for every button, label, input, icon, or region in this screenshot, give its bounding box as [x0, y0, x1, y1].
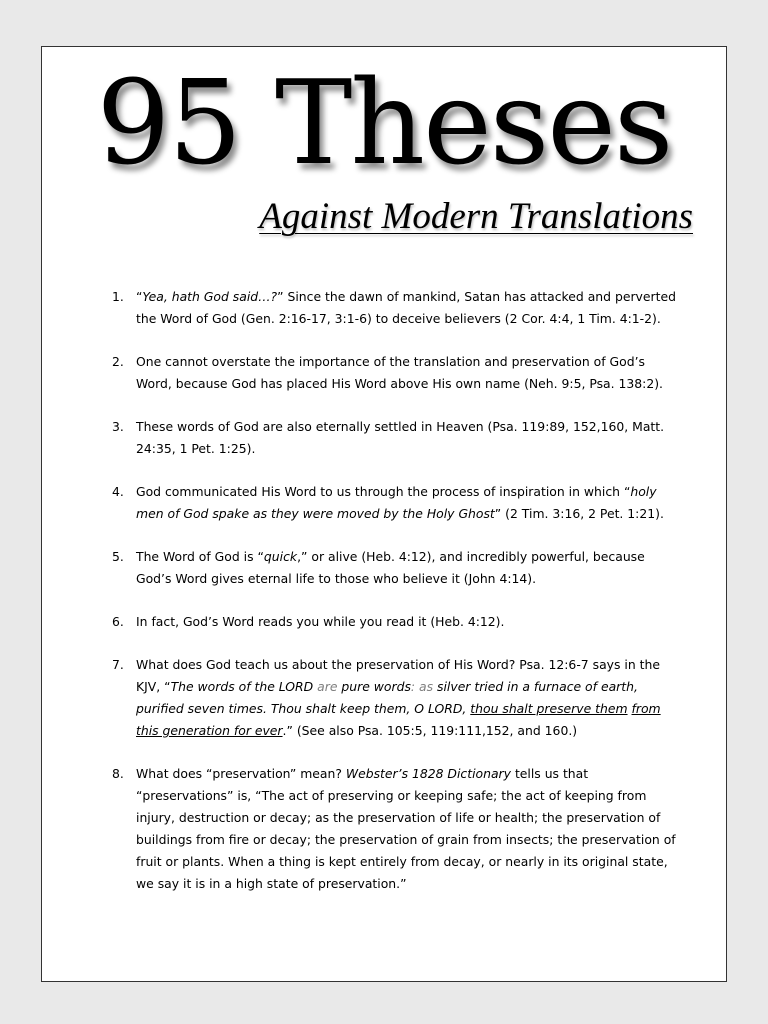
thesis-text-segment: One cannot overstate the importance of the translation and preservation of God’s Word, because God has placed His Word above His own name (Neh. 9:5, Psa. 138:2). [136, 354, 663, 391]
thesis-number: 4. [112, 484, 124, 499]
thesis-item [112, 763, 681, 895]
thesis-number: 8. [112, 766, 124, 781]
thesis-text-segment: pure words [341, 679, 411, 694]
thesis-number: 2. [112, 354, 124, 369]
thesis-text-segment: tells us that “preservations” is, “The act of preserving or keeping safe; the act of keeping from injury, destruction or decay; as the preservation of life or health; the preservation of buildings from fire or decay; the preservation of grain from insects; the preservation of fruit or plants. When a thing is kept entirely from decay, or nearly in its original state, we say it is in a high state of preservation.” [136, 766, 676, 891]
thesis-item [112, 611, 681, 633]
thesis-text-segment: holy men of God spake as they were moved by the Holy Ghost [136, 484, 657, 521]
thesis-text-segment: silver tried in a furnace of earth, purified seven times. Thou shalt keep them, O LORD, [136, 679, 638, 716]
thesis-text-segment: The words of the LORD [170, 679, 314, 694]
thesis-text-segment: The Word of God is “ [136, 549, 264, 564]
thesis-text [136, 657, 661, 738]
thesis-item [112, 546, 681, 590]
thesis-text [136, 549, 645, 586]
thesis-text-segment: .” (See also Psa. 105:5, 119:111,152, and 160.) [282, 723, 578, 738]
thesis-text-segment: from this generation for ever [136, 701, 661, 738]
thesis-number: 1. [112, 289, 124, 304]
thesis-text [136, 419, 664, 456]
thesis-number: 7. [112, 657, 124, 672]
thesis-item [112, 416, 681, 460]
thesis-text [136, 289, 676, 326]
thesis-number: 6. [112, 614, 124, 629]
thesis-item [112, 286, 681, 330]
thesis-text-segment: thou shalt preserve them [470, 701, 628, 716]
document-page [41, 46, 727, 982]
thesis-text-segment: What does God teach us about the preservation of His Word? Psa. 12:6-7 says in the KJV, “ [136, 657, 660, 694]
thesis-item [112, 351, 681, 395]
thesis-item [112, 654, 681, 742]
thesis-text [136, 766, 676, 891]
thesis-text-segment: Yea, hath God said…? [142, 289, 278, 304]
thesis-text-segment: ” Since the dawn of mankind, Satan has attacked and perverted the Word of God (Gen. 2:16-17, 3:1-6) to deceive believers (2 Cor. 4:4, 1 Tim. 4:1-2). [136, 289, 676, 326]
thesis-text-segment: Webster’s 1828 Dictionary [345, 766, 511, 781]
thesis-number: 3. [112, 419, 124, 434]
thesis-text [136, 484, 664, 521]
thesis-text-segment: In fact, God’s Word reads you while you read it (Heb. 4:12). [136, 614, 505, 629]
thesis-text-segment: are [313, 679, 342, 694]
thesis-text [136, 614, 504, 629]
thesis-text [136, 354, 663, 391]
thesis-text-segment: God communicated His Word to us through the process of inspiration in which “ [136, 484, 631, 499]
thesis-item [112, 481, 681, 525]
document-title: 95 Theses [96, 56, 672, 191]
thesis-text-segment: ” (2 Tim. 3:16, 2 Pet. 1:21). [494, 506, 664, 521]
document-subtitle: Against Modern Translations [259, 196, 693, 237]
thesis-text-segment: ,” or alive (Heb. 4:12), and incredibly powerful, because God’s Word gives eternal life to those who believe it (John 4:14). [136, 549, 645, 586]
thesis-text-segment: : as [410, 679, 438, 694]
thesis-text-segment: What does “preservation” mean? [136, 766, 346, 781]
thesis-number: 5. [112, 549, 124, 564]
theses-list [112, 286, 681, 916]
thesis-text-segment: quick [263, 549, 298, 564]
thesis-text-segment: “ [136, 289, 143, 304]
thesis-text-segment: These words of God are also eternally settled in Heaven (Psa. 119:89, 152,160, Matt. 24:35, 1 Pet. 1:25). [136, 419, 665, 456]
